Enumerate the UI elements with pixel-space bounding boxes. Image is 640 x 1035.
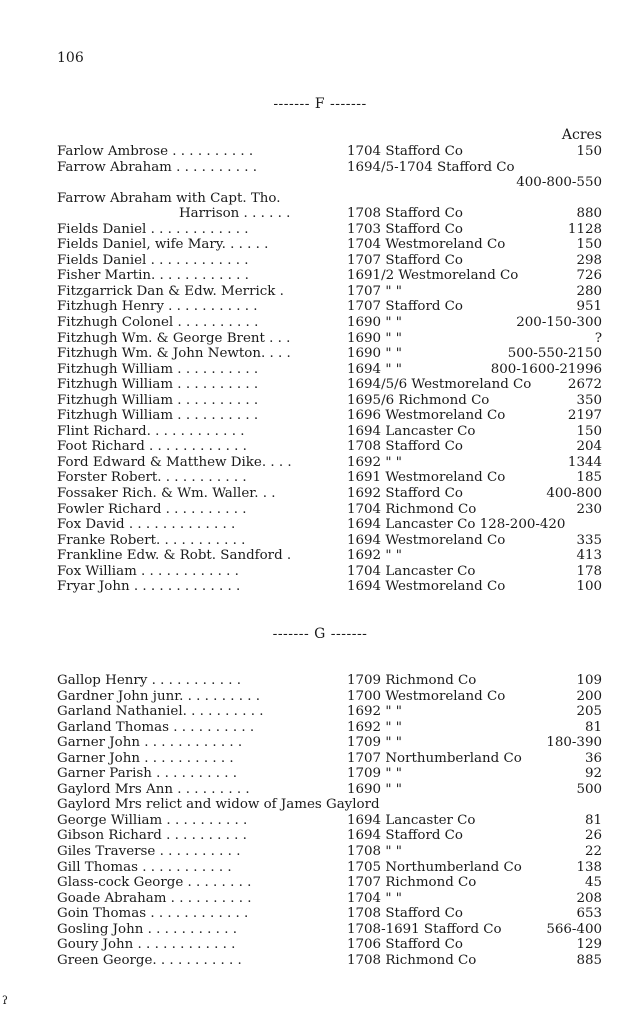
entry-name: Farrow Abraham . . . . . . . . . . — [57, 159, 258, 175]
entry-location: 1694 Stafford Co — [347, 828, 463, 844]
entry-row — [57, 922, 602, 938]
entry-location: 1704 Westmoreland Co — [347, 237, 506, 253]
entry-name: Fitzhugh William . . . . . . . . . . — [57, 392, 259, 408]
acres-column-header: Acres — [561, 127, 602, 143]
entry-acres: 81 — [584, 719, 602, 735]
entry-acres: 208 — [576, 890, 602, 906]
section-heading-f: ------- F ------- — [273, 96, 367, 112]
entry-location: 1690 " " — [347, 315, 402, 331]
entry-name: Forster Robert. . . . . . . . . . . — [57, 470, 247, 486]
entry-location: 1707 Stafford Co — [347, 299, 463, 315]
entry-row — [57, 533, 602, 549]
entry-row — [57, 486, 602, 502]
entry-row — [57, 689, 602, 705]
entry-location: 1707 Richmond Co — [347, 875, 477, 891]
entry-location: 1692 " " — [347, 454, 402, 470]
entry-acres: 150 — [576, 423, 602, 439]
entry-location: 1694/5/6 Westmoreland Co — [347, 377, 532, 393]
entry-name: Gallop Henry . . . . . . . . . . . — [57, 673, 241, 688]
entry-name: Gill Thomas . . . . . . . . . . . — [57, 859, 232, 875]
entry-acres: 653 — [576, 906, 602, 922]
entry-location: 1694 Westmoreland Co — [347, 532, 506, 548]
entry-acres: 500 — [576, 781, 602, 797]
entry-location: 1708-1691 Stafford Co — [347, 921, 502, 937]
entry-row — [57, 206, 602, 222]
entry-acres: 880 — [576, 206, 602, 222]
entry-acres: 180-390 — [546, 735, 602, 751]
entry-location: 1691 Westmoreland Co — [347, 470, 506, 486]
entry-row — [57, 346, 602, 362]
entry-row — [57, 144, 602, 160]
entry-row — [57, 937, 602, 953]
entry-acres: 150 — [576, 144, 602, 159]
entry-row — [57, 579, 602, 595]
entry-location: 1708 Stafford Co — [347, 206, 463, 222]
entry-acres: 81 — [584, 812, 602, 828]
entry-row — [57, 953, 602, 969]
entry-location: 1709 " " — [347, 766, 402, 782]
entry-location: 1695/6 Richmond Co — [347, 392, 490, 408]
entry-location: 1694 Lancaster Co — [347, 423, 476, 439]
entry-row — [57, 284, 602, 300]
entry-row — [57, 408, 602, 424]
section-heading-g: ------- G ------- — [272, 626, 368, 642]
entry-row — [57, 797, 602, 813]
entry-name: Gosling John . . . . . . . . . . . — [57, 921, 237, 937]
entry-row — [57, 175, 602, 191]
entry-location: 1704 Lancaster Co — [347, 563, 476, 579]
entry-acres: 951 — [576, 299, 602, 315]
entry-acres: 2197 — [567, 408, 602, 424]
entry-acres: 885 — [576, 952, 602, 968]
entry-acres: ? — [594, 330, 602, 346]
entry-acres: 185 — [576, 470, 602, 486]
entry-name: Fields Daniel . . . . . . . . . . . . — [57, 221, 249, 237]
entry-acres: 129 — [576, 937, 602, 953]
entry-row — [57, 160, 602, 176]
entry-row — [57, 502, 602, 518]
entry-name: Gibson Richard . . . . . . . . . . — [57, 828, 247, 844]
entry-location: 1692 " " — [347, 704, 402, 720]
entry-name: Goade Abraham . . . . . . . . . . — [57, 890, 252, 906]
entry-row — [57, 439, 602, 455]
entry-location: 1704 Richmond Co — [347, 501, 477, 517]
page-number: 106 — [57, 50, 84, 66]
entry-name: Garner John . . . . . . . . . . . . — [57, 735, 243, 751]
entry-location: 1694 Lancaster Co — [347, 812, 476, 828]
entry-row — [57, 222, 602, 238]
entry-acres: 726 — [576, 268, 602, 284]
entry-row — [57, 362, 602, 378]
entry-row — [57, 766, 602, 782]
entry-name: Goury John . . . . . . . . . . . . — [57, 937, 236, 953]
entry-acres: 1128 — [567, 221, 602, 237]
entry-row — [57, 720, 602, 736]
entry-row — [57, 455, 602, 471]
entry-acres: 22 — [584, 844, 602, 860]
entry-name: George William . . . . . . . . . . — [57, 812, 248, 828]
entry-name: Ford Edward & Matthew Dike. . . . — [57, 454, 292, 470]
entry-acres: 200-150-300 — [516, 315, 602, 331]
entry-name: Fox William . . . . . . . . . . . . — [57, 563, 239, 579]
entry-name: Garland Thomas . . . . . . . . . . — [57, 719, 255, 735]
entry-acres: 178 — [576, 563, 602, 579]
entry-acres: 1344 — [567, 454, 602, 470]
entry-acres: 92 — [584, 766, 602, 782]
entry-acres: 298 — [576, 252, 602, 268]
entry-location: 1707 Northumberland Co — [347, 750, 522, 766]
entry-name: Glass-cock George . . . . . . . . — [57, 875, 252, 891]
entry-row — [57, 268, 602, 284]
entry-row — [57, 548, 602, 564]
entry-location: 1694/5-1704 Stafford Co — [347, 159, 515, 175]
entry-row — [57, 751, 602, 767]
entry-row — [57, 813, 602, 829]
entry-row — [57, 470, 602, 486]
entry-acres: 335 — [576, 532, 602, 548]
entry-name: Garner John . . . . . . . . . . . — [57, 750, 234, 766]
entry-row — [57, 331, 602, 347]
entry-row — [57, 673, 602, 689]
entry-location: 1709 Richmond Co — [347, 673, 477, 688]
entry-acres: 100 — [576, 579, 602, 595]
entry-name: Fowler Richard . . . . . . . . . . — [57, 501, 247, 517]
entry-location: 1705 Northumberland Co — [347, 859, 522, 875]
entry-name: Harrison . . . . . . — [179, 206, 291, 222]
entry-location: 1707 " " — [347, 283, 402, 299]
entry-row — [57, 828, 602, 844]
entry-location: 1708 Stafford Co — [347, 439, 463, 455]
entry-location: 1706 Stafford Co — [347, 937, 463, 953]
entry-row — [57, 191, 602, 207]
entry-acres: 2672 — [567, 377, 602, 393]
entry-row — [57, 393, 602, 409]
entry-acres: 413 — [576, 548, 602, 564]
corner-mark: ʔ — [2, 994, 8, 1007]
entry-row — [57, 424, 602, 440]
entry-acres: 138 — [576, 859, 602, 875]
entry-location: 1709 " " — [347, 735, 402, 751]
entry-location: 1700 Westmoreland Co — [347, 688, 506, 704]
entry-row — [57, 875, 602, 891]
entry-acres: 280 — [576, 283, 602, 299]
entry-row — [57, 891, 602, 907]
entry-location: 1704 " " — [347, 890, 402, 906]
entry-acres: 566-400 — [546, 921, 602, 937]
entry-name: Fisher Martin. . . . . . . . . . . . — [57, 268, 249, 284]
entry-name: Fitzhugh Wm. & George Brent . . . — [57, 330, 291, 346]
entry-acres: 150 — [576, 237, 602, 253]
entry-name: Foot Richard . . . . . . . . . . . . — [57, 439, 247, 455]
entry-location: 1707 Stafford Co — [347, 252, 463, 268]
entry-name: Franke Robert. . . . . . . . . . . — [57, 532, 246, 548]
entry-name: Flint Richard. . . . . . . . . . . . — [57, 423, 245, 439]
entry-name: Gaylord Mrs Ann . . . . . . . . . — [57, 781, 250, 797]
entry-location: 1696 Westmoreland Co — [347, 408, 506, 424]
entry-row — [57, 564, 602, 580]
entry-name: Fossaker Rich. & Wm. Waller. . . — [57, 486, 276, 502]
entry-name: Gardner John junr. . . . . . . . . . — [57, 688, 260, 704]
entry-note: Farrow Abraham with Capt. Tho. — [57, 190, 281, 206]
entry-acres: 800-1600-21996 — [490, 361, 602, 377]
entry-location: 1692 Stafford Co — [347, 486, 463, 502]
entry-acres: 45 — [584, 875, 602, 891]
section-f-entries — [57, 144, 602, 595]
entry-name: Green George. . . . . . . . . . . — [57, 952, 242, 968]
entry-acres: 26 — [584, 828, 602, 844]
entry-name: Farlow Ambrose . . . . . . . . . . — [57, 144, 254, 159]
section-g-entries — [57, 673, 602, 968]
entry-name: Fitzgarrick Dan & Edw. Merrick . — [57, 283, 284, 299]
entry-location: 1692 " " — [347, 719, 402, 735]
entry-name: Fitzhugh William . . . . . . . . . . — [57, 408, 259, 424]
entry-name: Giles Traverse . . . . . . . . . . — [57, 844, 241, 860]
entry-name: Fryar John . . . . . . . . . . . . . — [57, 579, 241, 595]
entry-acres: 500-550-2150 — [507, 346, 602, 362]
entry-acres: 205 — [576, 704, 602, 720]
entry-acres: 400-800 — [546, 486, 602, 502]
entry-row — [57, 906, 602, 922]
entry-name: Fields Daniel, wife Mary. . . . . . — [57, 237, 269, 253]
entry-row — [57, 253, 602, 269]
entry-name: Goin Thomas . . . . . . . . . . . . — [57, 906, 249, 922]
entry-name: Garner Parish . . . . . . . . . . — [57, 766, 237, 782]
entry-acres: 400-800-550 — [516, 175, 602, 191]
entry-row — [57, 315, 602, 331]
entry-row — [57, 299, 602, 315]
entry-name: Fox David . . . . . . . . . . . . . — [57, 517, 236, 533]
entry-location: 1708 " " — [347, 844, 402, 860]
entry-location: 1694 " " — [347, 361, 402, 377]
entry-acres: 230 — [576, 501, 602, 517]
entry-name: Fields Daniel . . . . . . . . . . . . — [57, 252, 249, 268]
entry-row — [57, 704, 602, 720]
entry-location: 1692 " " — [347, 548, 402, 564]
entry-location: 1694 Westmoreland Co — [347, 579, 506, 595]
entry-location: 1704 Stafford Co — [347, 144, 463, 159]
entry-row — [57, 782, 602, 798]
entry-acres: 36 — [584, 750, 602, 766]
entry-location: 1694 Lancaster Co 128-200-420 — [347, 517, 566, 533]
entry-name: Fitzhugh Colonel . . . . . . . . . . — [57, 315, 259, 331]
entry-location: 1708 Richmond Co — [347, 952, 477, 968]
entry-name: Frankline Edw. & Robt. Sandford . — [57, 548, 292, 564]
entry-location: 1690 " " — [347, 330, 402, 346]
entry-location: 1691/2 Westmoreland Co — [347, 268, 519, 284]
entry-acres: 109 — [576, 673, 602, 688]
entry-name: Fitzhugh William . . . . . . . . . . — [57, 377, 259, 393]
entry-location: 1690 " " — [347, 781, 402, 797]
entry-name: Fitzhugh Wm. & John Newton. . . . — [57, 346, 291, 362]
entry-row — [57, 377, 602, 393]
entry-location: 1690 " " — [347, 346, 402, 362]
entry-acres: 200 — [576, 688, 602, 704]
entry-row — [57, 237, 602, 253]
entry-note: Gaylord Mrs relict and widow of James Gaylord — [57, 797, 380, 813]
entry-name: Fitzhugh Henry . . . . . . . . . . . — [57, 299, 258, 315]
entry-row — [57, 860, 602, 876]
entry-location: 1703 Stafford Co — [347, 221, 463, 237]
entry-row — [57, 735, 602, 751]
entry-row — [57, 844, 602, 860]
entry-location: 1708 Stafford Co — [347, 906, 463, 922]
entry-name: Fitzhugh William . . . . . . . . . . — [57, 361, 259, 377]
entry-row — [57, 517, 602, 533]
entry-acres: 204 — [576, 439, 602, 455]
entry-name: Garland Nathaniel. . . . . . . . . . — [57, 704, 264, 720]
entry-acres: 350 — [576, 392, 602, 408]
